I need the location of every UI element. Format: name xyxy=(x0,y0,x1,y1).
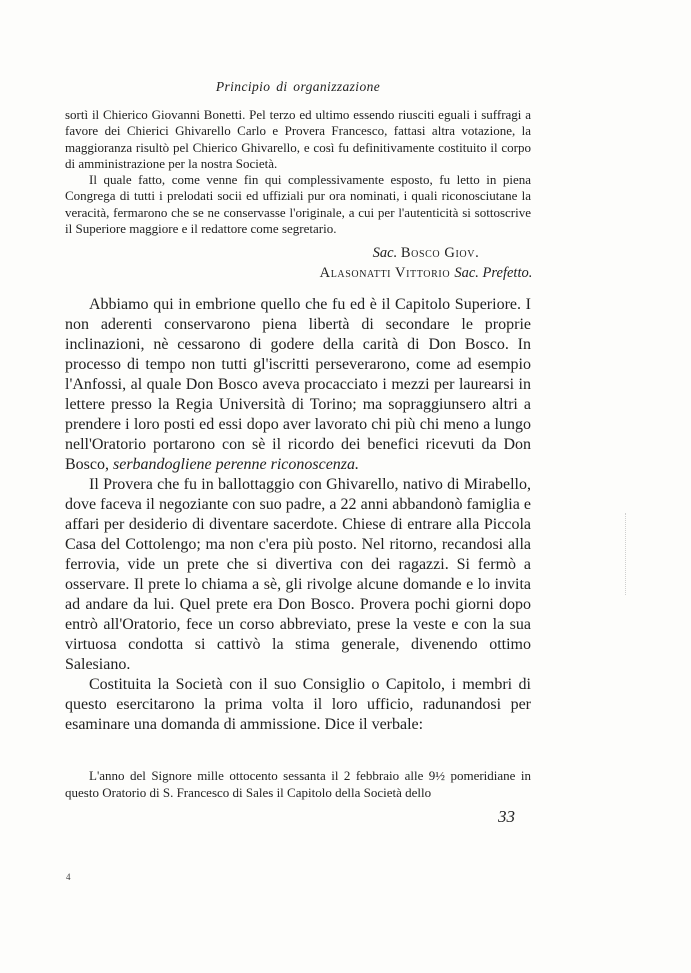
verbale-excerpt xyxy=(65,768,531,801)
text-segment: Bosco Giov. xyxy=(400,245,480,262)
text-segment: Costituita la Società con il suo Consiglio o Capitolo, i membri di questo esercitarono la prima volta il loro ufficio, radunandosi per esaminare una domanda di ammissione. Dice il verbale: xyxy=(65,676,531,734)
signature-block xyxy=(65,243,531,283)
scan-artifact-dots xyxy=(625,513,627,595)
text-segment: Abbiamo qui in embrione quello che fu ed è il Capitolo Superiore. I non aderenti conservarono piena libertà di secondare le proprie inclinazioni, nè cessarono di godere della carità di Don Bosco. In processo di tempo non tutti gl'iscritti perseverarono, come ad esempio l'Anfossi, al quale Don Bosco aveva procacciato i mezzi per laurearsi in lettere presso la Regia Università di Torino; ma sopraggiunsero altri a prendere i loro posti ed essi dopo aver lavorato chi più chi meno a lungo nell'Oratorio portarono con sè il ricordo dei benefici ricevuti da Don Bosco, xyxy=(65,296,531,474)
running-header: Principio di organizzazione xyxy=(215,79,381,94)
paragraph xyxy=(65,295,531,475)
text-segment: Alasonatti Vittorio xyxy=(319,265,455,282)
paragraph xyxy=(193,263,659,283)
text-segment: serbandogliene perenne riconoscenza. xyxy=(113,456,360,474)
text-segment: L'anno del Signore mille ottocento sessanta il 2 febbraio alle 9½ pomeridiane in questo Oratorio di S. Francesco di Sales il Capitolo della Società dello xyxy=(65,768,531,800)
paragraph xyxy=(65,768,531,801)
paragraph xyxy=(65,675,531,735)
paragraph xyxy=(65,172,531,237)
body-text xyxy=(65,295,531,735)
minutes-excerpt-top xyxy=(65,107,531,237)
page-number: 33 xyxy=(498,806,515,826)
paragraph xyxy=(193,243,659,263)
text-segment: Il Provera che fu in ballottaggio con Ghivarello, nativo di Mirabello, dove faceva il negoziante con suo padre, a 22 anni abbandonò famiglia e affari per desiderio di diventare sacerdote. Chiese di entrare alla Piccola Casa del Cottolengo; ma non c'era più posto. Nel ritorno, recandosi alla ferrovia, vide un prete che si divertiva con dei ragazzi. Si fermò a osservare. Il prete lo chiama a sè, gli rivolge alcune domande e lo invita ad andare da lui. Quel prete era Don Bosco. Provera pochi giorni dopo entrò all'Oratorio, fece un corso abbreviato, prese la veste e con la sua virtuosa condotta si cattivò la stima generale, divenendo ottimo Salesiano. xyxy=(65,476,531,674)
text-segment: Sac. Prefetto. xyxy=(454,265,533,282)
paragraph xyxy=(65,475,531,675)
text-segment: Il quale fatto, come venne fin qui complessivamente esposto, fu letto in piena Congrega di tutti i prelodati socii ed uffiziali pur ora nominati, i quali riconosciutane la veracità, fermarono che se ne conservasse l'originale, a cui per l'autenticità si sottoscrive il Superiore maggiore e il redattore come segretario. xyxy=(65,172,531,237)
text-segment: sortì il Chierico Giovanni Bonetti. Pel terzo ed ultimo essendo riusciti eguali i suffragi a favore dei Chierici Ghivarello Carlo e Provera Francesco, fattasi altra votazione, la maggioranza risultò pel Chierico Ghivarello, e così fu definitivamente costituito il corpo di amministrazione per la nostra Società. xyxy=(65,107,531,171)
paragraph xyxy=(65,107,531,172)
text-segment: Sac. xyxy=(372,245,401,262)
text-column xyxy=(65,0,531,828)
sheet-signature-mark: 4 xyxy=(66,872,71,882)
